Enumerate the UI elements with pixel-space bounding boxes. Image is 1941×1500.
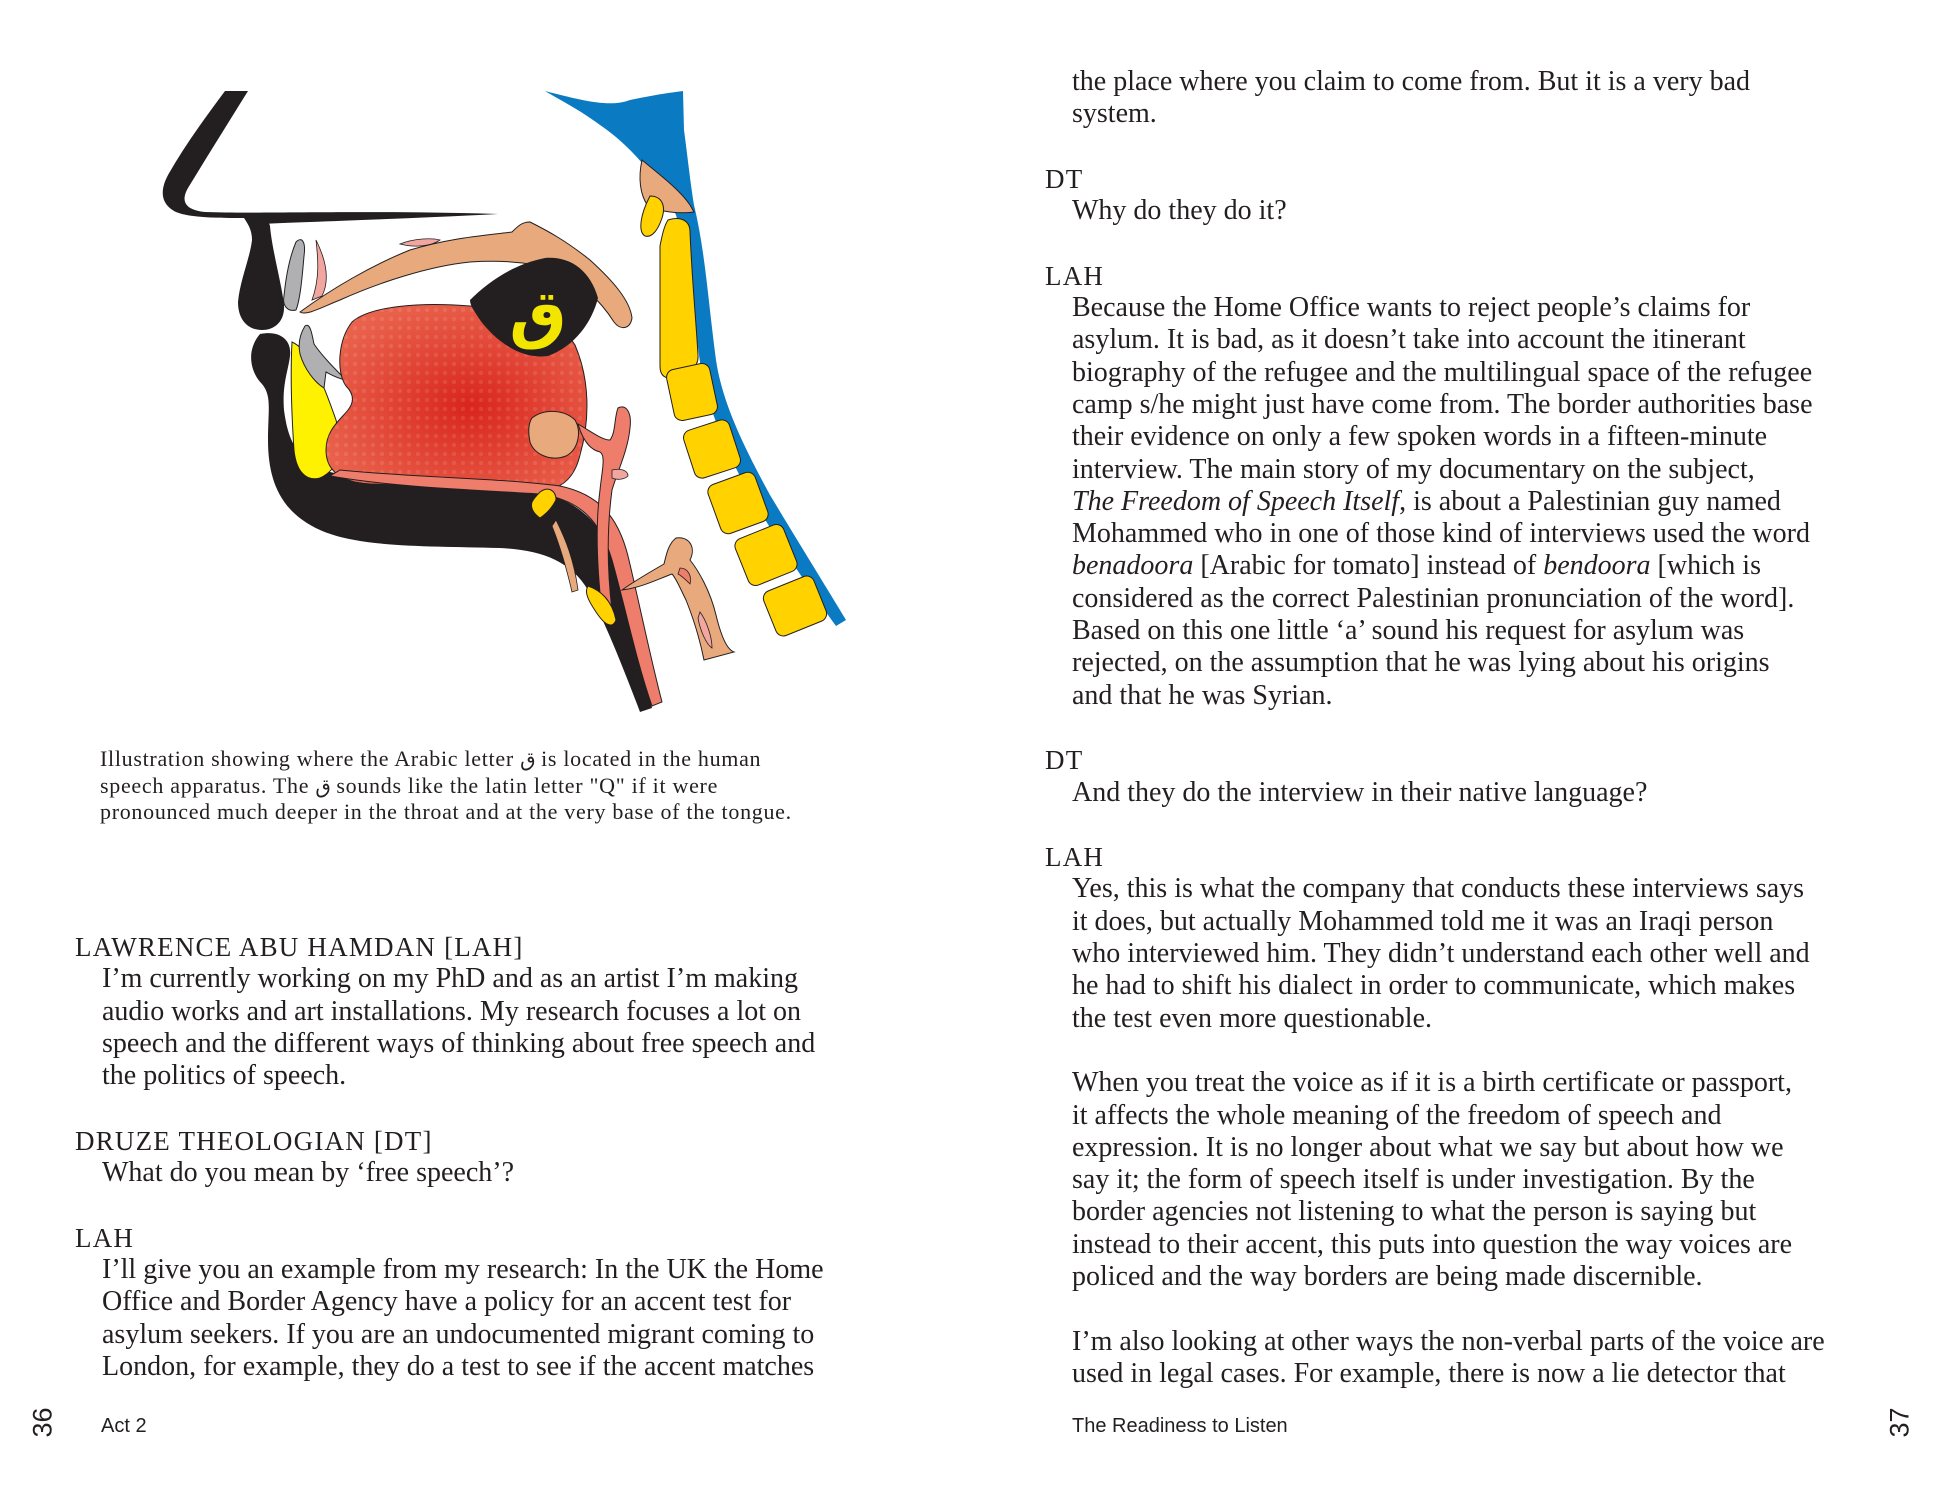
page-number-right [1885, 1409, 1915, 1436]
dialogue-line: it does, but actually Mohammed told me it was an Iraqi person [1072, 905, 1774, 937]
caption-text: sounds like the latin letter "Q" if it were [330, 772, 719, 798]
speaker-name: LAH [1045, 842, 1105, 873]
dialogue-line: policed and the way borders are being made discernible. [1072, 1260, 1703, 1292]
figure-caption [100, 746, 792, 826]
italic-title: benadoora [1072, 550, 1194, 582]
dialogue-line: And they do the interview in their native language? [1072, 776, 1648, 808]
dialogue-line: Mohammed who in one of those kind of interviews used the word [1072, 518, 1810, 550]
dialogue-line: system. [1072, 98, 1157, 130]
right-page [970, 0, 1941, 1500]
dialogue-line: What do you mean by ‘free speech’? [102, 1157, 515, 1189]
dialogue-line: expression. It is no longer about what we say but about how we [1072, 1131, 1784, 1163]
dialogue-line: he had to shift his dialect in order to communicate, which makes [1072, 970, 1796, 1002]
nose-profile [163, 91, 498, 224]
dialogue-column [1045, 66, 1825, 1390]
dialogue-line: the place where you claim to come from. But it is a very bad [1072, 66, 1751, 97]
dens [641, 196, 664, 236]
speech-apparatus-illustration [0, 0, 900, 730]
dialogue-line: it affects the whole meaning of the freedom of speech and [1072, 1099, 1722, 1131]
larynx-pink-node [612, 469, 628, 479]
page-number-text: 36 [27, 1407, 58, 1438]
dialogue-line: Based on this one little ‘a’ sound his request for asylum was [1072, 615, 1745, 647]
dialogue-line: audio works and art installations. My research focuses a lot on [102, 995, 802, 1027]
page-number-text: 37 [1884, 1407, 1915, 1438]
running-head-left: Act 2 [101, 1415, 147, 1437]
dialogue-line: London, for example, they do a test to see if the accent matches [102, 1350, 815, 1382]
dialogue-line: rejected, on the assumption that he was lying about his origins [1072, 647, 1770, 679]
dialogue-line: used in legal cases. For example, there is now a lie detector that [1072, 1357, 1786, 1389]
dialogue-line: say it; the form of speech itself is under investigation. By the [1072, 1164, 1755, 1196]
dialogue-line: border agencies not listening to what the person is saying but [1072, 1196, 1757, 1228]
dialogue-line: When you treat the voice as if it is a birth certificate or passport, [1072, 1067, 1792, 1099]
italic-title: The Freedom of Speech Itself [1072, 485, 1400, 517]
dialogue-line: I’m currently working on my PhD and as an artist I’m making [102, 963, 798, 995]
dialogue-line: asylum seekers. If you are an undocumented migrant coming to [102, 1318, 815, 1350]
speaker-name: DT [1045, 745, 1084, 776]
caption-qaf-glyph: ق [520, 747, 536, 771]
upper-incisor [284, 240, 305, 311]
dialogue-line: Because the Home Office wants to reject people’s claims for [1072, 292, 1751, 324]
dialogue-line: and that he was Syrian. [1072, 679, 1333, 711]
caption-line [100, 799, 792, 826]
dialogue-line: instead to their accent, this puts into question the way voices are [1072, 1228, 1793, 1260]
dialogue-line: asylum. It is bad, as it doesn’t take into account the itinerant [1072, 324, 1746, 356]
dialogue-line: speech and the different ways of thinking about free speech and [102, 1027, 816, 1059]
caption-qaf-glyph: ق [315, 773, 331, 798]
dialogue-line: the test even more questionable. [1072, 1002, 1432, 1034]
dialogue-line: biography of the refugee and the multilingual space of the refugee [1072, 356, 1813, 388]
dialogue-entry [75, 931, 824, 1383]
dialogue-line: considered as the correct Palestinian pronunciation of the word]. [1072, 582, 1795, 614]
dialogue-line: Office and Border Agency have a policy for an accent test for [102, 1286, 792, 1318]
dialogue-line: who interviewed him. They didn’t understand each other well and [1072, 938, 1810, 970]
italic-title: bendoora [1543, 550, 1651, 582]
dialogue-line: camp s/he might just have come from. The border authorities base [1072, 388, 1813, 420]
dialogue-line: benadoora [Arabic for tomato] instead of bendoora [which is [1072, 550, 1761, 582]
dialogue-line: Why do they do it? [1072, 195, 1287, 227]
dialogue-line: the politics of speech. [102, 1060, 347, 1092]
caption-text: speech apparatus. The [100, 772, 316, 798]
dialogue-line: I’m also looking at other ways the non-verbal parts of the voice are [1072, 1325, 1825, 1357]
speaker-name: DT [1045, 163, 1084, 194]
dialogue-line: their evidence on only a few spoken words in a fifteen-minute [1072, 421, 1768, 453]
speaker-name: DRUZE THEOLOGIAN [DT] [75, 1125, 433, 1156]
qaf-letter: ق [509, 278, 567, 352]
dialogue-line: The Freedom of Speech Itself, is about a Palestinian guy named [1072, 485, 1781, 517]
left-page [0, 0, 970, 1500]
speaker-name: LAWRENCE ABU HAMDAN [LAH] [75, 932, 524, 962]
dialogue-line: interview. The main story of my documentary on the subject, [1072, 453, 1755, 485]
illustration-svg [0, 0, 900, 730]
speaker-name: LAH [1045, 260, 1105, 291]
caption-text: is located in the human [535, 746, 762, 771]
dialogue-line: I’ll give you an example from my research: In the UK the Home [102, 1253, 824, 1285]
caption-line [100, 746, 792, 773]
caption-line [100, 773, 792, 800]
running-head-right: The Readiness to Listen [1072, 1415, 1288, 1437]
dialogue-line: Yes, this is what the company that conducts these interviews says [1072, 873, 1805, 905]
caption-text: pronounced much deeper in the throat and at the very base of the tongue. [100, 799, 792, 825]
page-number-left [28, 1409, 58, 1436]
caption-text: Illustration showing where the Arabic letter [100, 746, 521, 771]
uvula [529, 411, 579, 458]
palate-nerve [312, 240, 326, 300]
nostril [238, 216, 284, 330]
speaker-name: LAH [75, 1222, 135, 1253]
